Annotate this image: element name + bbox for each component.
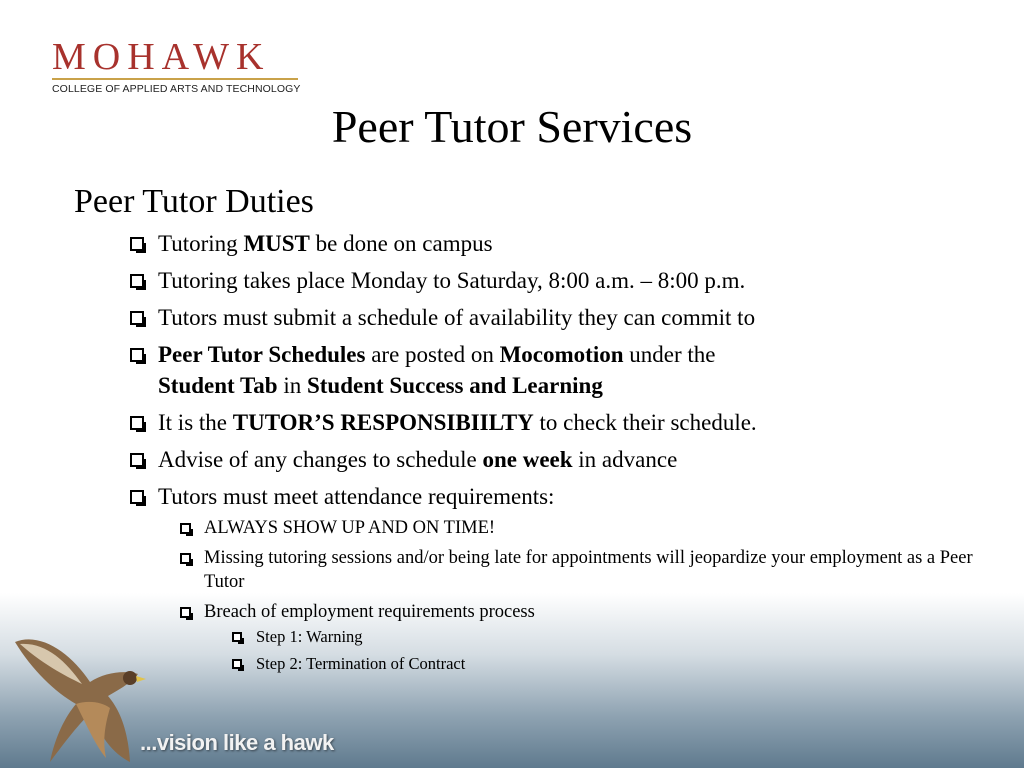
- checkbox-bullet-icon: [232, 659, 242, 669]
- list-item: Missing tutoring sessions and/or being late for appointments will jeopardize your employment as a Peer Tutor: [180, 546, 990, 594]
- checkbox-bullet-icon: [130, 453, 144, 467]
- slide-title: Peer Tutor Services: [331, 101, 693, 152]
- checkbox-bullet-icon: [130, 490, 144, 504]
- slogan-text: ...vision like a hawk: [140, 730, 334, 755]
- list-item: It is the TUTOR’S RESPONSIBIILTY to check their schedule.: [130, 407, 990, 438]
- checkbox-bullet-icon: [180, 553, 191, 564]
- checkbox-bullet-icon: [130, 416, 144, 430]
- college-logo: [52, 38, 302, 95]
- duties-list: [130, 228, 990, 681]
- checkbox-bullet-icon: [180, 607, 191, 618]
- list-item: Tutors must submit a schedule of availability they can commit to: [130, 302, 990, 333]
- section-heading: Peer Tutor Duties: [74, 183, 314, 220]
- list-item: ALWAYS SHOW UP AND ON TIME!: [180, 516, 990, 540]
- checkbox-bullet-icon: [180, 523, 191, 534]
- checkbox-bullet-icon: [130, 348, 144, 362]
- checkbox-bullet-icon: [130, 237, 144, 251]
- list-item: Step 2: Termination of Contract: [232, 653, 990, 675]
- list-item: Advise of any changes to schedule one week in advance: [130, 444, 990, 475]
- logo-wordmark: MOHAWK: [52, 36, 271, 78]
- list-item: Tutoring takes place Monday to Saturday, 8:00 a.m. – 8:00 p.m.: [130, 265, 990, 296]
- process-steps-list: [232, 626, 990, 675]
- checkbox-bullet-icon: [130, 311, 144, 325]
- list-item: Tutors must meet attendance requirements: ALWAYS SHOW UP AND ON TIME! Missing tutoring sessions and/or being late for appointments will jeopardize your employment as a Peer Tutor Breach of employment requirements process Step 1: Warning Step 2: Termination of Contract: [130, 481, 990, 675]
- checkbox-bullet-icon: [232, 632, 242, 642]
- list-item: Peer Tutor Schedules are posted on Mocomotion under the Student Tab in Student Success and Learning: [130, 339, 990, 401]
- list-item: Tutoring MUST be done on campus: [130, 228, 990, 259]
- attendance-sublist: [180, 516, 990, 675]
- list-item: Step 1: Warning: [232, 626, 990, 648]
- logo-subtitle: COLLEGE OF APPLIED ARTS AND TECHNOLOGY: [52, 83, 301, 95]
- list-item: Breach of employment requirements process Step 1: Warning Step 2: Termination of Contract: [180, 600, 990, 675]
- logo-divider: [52, 78, 298, 80]
- checkbox-bullet-icon: [130, 274, 144, 288]
